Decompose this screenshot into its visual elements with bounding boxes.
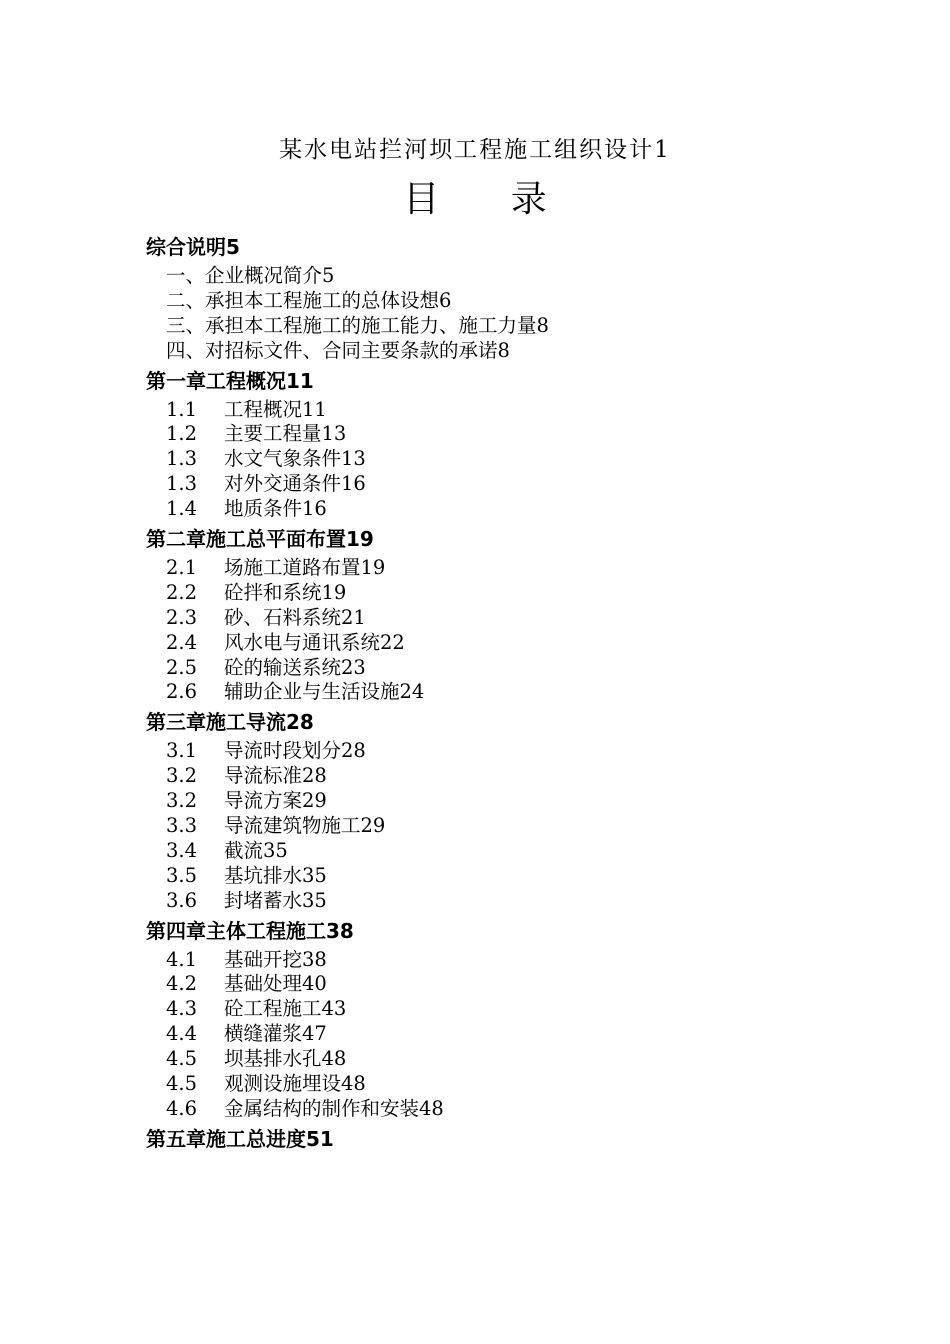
toc-heading: 目 录 (403, 179, 547, 220)
toc-entry[interactable] (166, 972, 846, 997)
toc-entry-number: 4.5 (166, 1072, 198, 1096)
toc-entry-text: 基坑排水35 (224, 863, 327, 887)
toc-entry[interactable] (166, 556, 846, 581)
toc-entry[interactable] (166, 764, 846, 789)
toc-entry[interactable] (166, 631, 846, 656)
toc-entry-text: 金属结构的制作和安装48 (224, 1096, 444, 1120)
toc-entry-number: 4.1 (166, 947, 198, 971)
toc-entry-number: 4.3 (166, 997, 198, 1021)
toc-entry-text: 导流时段划分28 (224, 739, 366, 763)
toc-entry-number: 2.2 (166, 580, 198, 604)
toc-chapter-title[interactable]: 第二章施工总平面布置19 (146, 527, 374, 552)
toc-entry[interactable] (166, 889, 846, 914)
toc-chapter (146, 522, 846, 705)
toc-entry[interactable] (166, 314, 846, 339)
table-of-contents (146, 230, 846, 1156)
toc-entry-text: 砂、石料系统21 (224, 605, 366, 629)
toc-entry-text: 一、企业概况简介5 (166, 264, 335, 287)
toc-entry-list (146, 398, 846, 522)
toc-entry[interactable] (166, 339, 846, 364)
toc-entry[interactable] (166, 864, 846, 889)
document-title: 某水电站拦河坝工程施工组织设计1 (279, 137, 671, 163)
toc-entry[interactable] (166, 422, 846, 447)
toc-entry[interactable] (166, 680, 846, 705)
toc-entry-text: 场施工道路布置19 (224, 556, 386, 580)
toc-entry-number: 2.4 (166, 630, 198, 654)
toc-entry[interactable] (166, 1022, 846, 1047)
toc-entry-number: 2.6 (166, 680, 198, 704)
toc-entry[interactable] (166, 739, 846, 764)
toc-entry[interactable] (166, 447, 846, 472)
toc-entry-text: 封堵蓄水35 (224, 888, 327, 912)
toc-entry-text: 坝基排水孔48 (224, 1047, 347, 1071)
toc-entry-number: 4.5 (166, 1047, 198, 1071)
toc-chapter-title[interactable]: 第五章施工总进度51 (146, 1126, 334, 1151)
toc-entry[interactable] (166, 1072, 846, 1097)
toc-chapter (146, 1122, 846, 1156)
toc-entry-number: 4.6 (166, 1096, 198, 1120)
toc-entry-text: 砼拌和系统19 (224, 580, 347, 604)
toc-entry-number: 4.2 (166, 972, 198, 996)
toc-entry-text: 基础处理40 (224, 972, 327, 996)
toc-entry-text: 工程概况11 (224, 397, 327, 421)
toc-chapter (146, 705, 846, 913)
toc-entry-number: 1.1 (166, 397, 198, 421)
toc-entry[interactable] (166, 789, 846, 814)
toc-entry[interactable] (166, 814, 846, 839)
toc-entry-text: 对外交通条件16 (224, 472, 366, 496)
toc-entry[interactable] (166, 948, 846, 973)
toc-entry-number: 1.3 (166, 447, 198, 471)
toc-entry[interactable] (166, 398, 846, 423)
toc-chapter-title[interactable]: 第四章主体工程施工38 (146, 918, 354, 943)
toc-entry-list (146, 556, 846, 705)
toc-entry-text: 导流建筑物施工29 (224, 814, 386, 838)
toc-entry-text: 横缝灌浆47 (224, 1022, 327, 1046)
toc-entry[interactable] (166, 581, 846, 606)
toc-entry-number: 4.4 (166, 1022, 198, 1046)
toc-entry-text: 基础开挖38 (224, 947, 327, 971)
toc-entry[interactable] (166, 472, 846, 497)
toc-entry-text: 四、对招标文件、合同主要条款的承诺8 (166, 338, 510, 362)
toc-entry[interactable] (166, 264, 846, 289)
toc-entry-text: 导流标准28 (224, 764, 327, 788)
toc-entry-number: 1.3 (166, 472, 198, 496)
toc-entry-text: 观测设施埋设48 (224, 1072, 366, 1096)
toc-entry-number: 3.3 (166, 814, 198, 838)
toc-entry-number: 2.1 (166, 556, 198, 580)
toc-chapter (146, 364, 846, 522)
toc-entry-number: 3.2 (166, 764, 198, 788)
toc-entry[interactable] (166, 289, 846, 314)
toc-entry-number: 2.5 (166, 655, 198, 679)
toc-entry-number: 3.1 (166, 739, 198, 763)
toc-entry-number: 3.2 (166, 789, 198, 813)
toc-entry-number: 3.4 (166, 838, 198, 862)
toc-entry[interactable] (166, 839, 846, 864)
toc-entry-text: 三、承担本工程施工的施工能力、施工力量8 (166, 313, 549, 337)
toc-entry-number: 1.4 (166, 497, 198, 521)
toc-entry-text: 水文气象条件13 (224, 447, 366, 471)
toc-chapter-title[interactable]: 第一章工程概况11 (146, 368, 314, 393)
toc-entry-number: 1.2 (166, 422, 198, 446)
toc-entry-text: 截流35 (224, 838, 288, 862)
toc-chapter (146, 914, 846, 1122)
toc-entry-text: 风水电与通讯系统22 (224, 630, 405, 654)
toc-entry[interactable] (166, 656, 846, 681)
toc-entry[interactable] (166, 997, 846, 1022)
toc-entry-text: 砼工程施工43 (224, 997, 347, 1021)
toc-chapter-title[interactable]: 综合说明5 (146, 235, 240, 259)
toc-entry-number: 2.3 (166, 605, 198, 629)
toc-entry-list (146, 948, 846, 1122)
toc-chapter (146, 230, 846, 364)
toc-entry-number: 3.6 (166, 888, 198, 912)
toc-chapter-title[interactable]: 第三章施工导流28 (146, 710, 314, 735)
toc-entry-text: 地质条件16 (224, 497, 327, 521)
toc-entry-number: 3.5 (166, 863, 198, 887)
toc-entry[interactable] (166, 497, 846, 522)
toc-entry-text: 辅助企业与生活设施24 (224, 680, 425, 704)
toc-entry-list (146, 739, 846, 913)
toc-entry-text: 二、承担本工程施工的总体设想6 (166, 288, 452, 312)
toc-entry[interactable] (166, 606, 846, 631)
toc-entry-text: 主要工程量13 (224, 422, 347, 446)
toc-entry[interactable] (166, 1047, 846, 1072)
toc-entry[interactable] (166, 1097, 846, 1122)
toc-entry-text: 导流方案29 (224, 789, 327, 813)
toc-entry-text: 砼的输送系统23 (224, 655, 366, 679)
toc-entry-list (146, 264, 846, 364)
